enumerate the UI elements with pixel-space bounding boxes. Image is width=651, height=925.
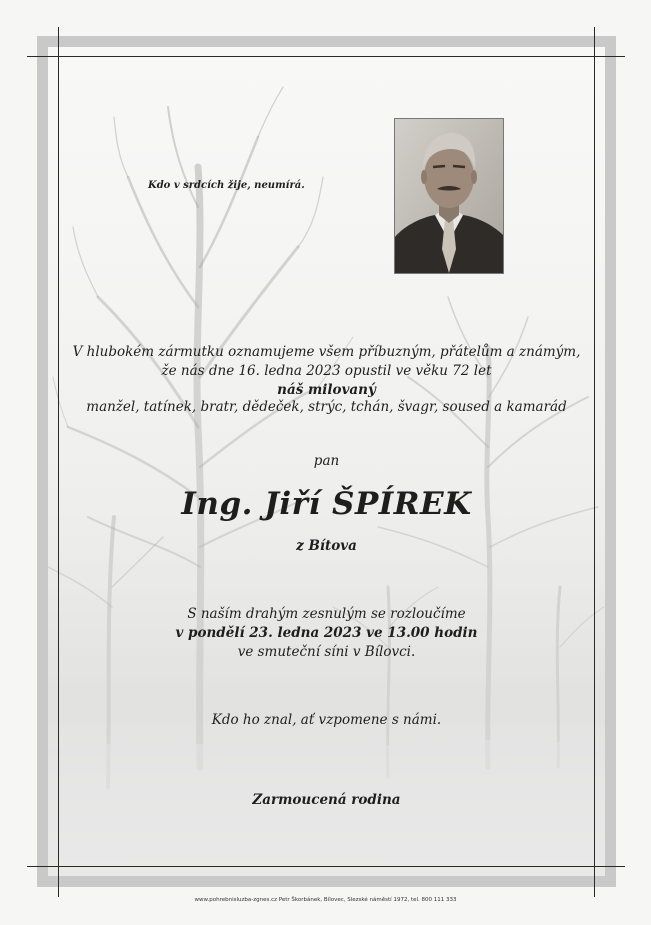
frame-line-bottom [27, 866, 625, 867]
frame-line-top [27, 56, 625, 57]
portrait-photo [394, 118, 504, 274]
motto: Kdo v srdcích žije, neumírá. [148, 180, 305, 191]
announcement-line-3: náš milovaný [277, 382, 376, 398]
announcement-line-2: že nás dne 16. ledna 2023 opustil ve věku 72 let [161, 363, 492, 379]
origin: z Bítova [296, 538, 357, 554]
remember-line: Kdo ho znal, ať vzpomene s námi. [211, 712, 442, 728]
announcement-line-4: manžel, tatínek, bratr, dědeček, strýc, tchán, švagr, soused a kamarád [86, 399, 567, 415]
signature: Zarmoucená rodina [252, 792, 401, 808]
farewell-line-1: S naším drahým zesnulým se rozloučíme [187, 606, 466, 622]
announcement-line-1: V hlubokém zármutku oznamujeme všem příbuzným, přátelům a známým, [72, 344, 581, 360]
farewell-line-3: ve smuteční síni v Bílovci. [237, 644, 416, 660]
footer-contact: www.pohrebnisluzba-zgnes.cz Petr Škorbánek, Bílovec, Slezské náměstí 1972, tel. 800 111 333 [194, 897, 457, 903]
title-pan: pan [313, 453, 340, 469]
farewell-line-2: v pondělí 23. ledna 2023 ve 13.00 hodin [175, 625, 478, 641]
deceased-name: Ing. Jiří ŠPÍREK [181, 486, 472, 522]
